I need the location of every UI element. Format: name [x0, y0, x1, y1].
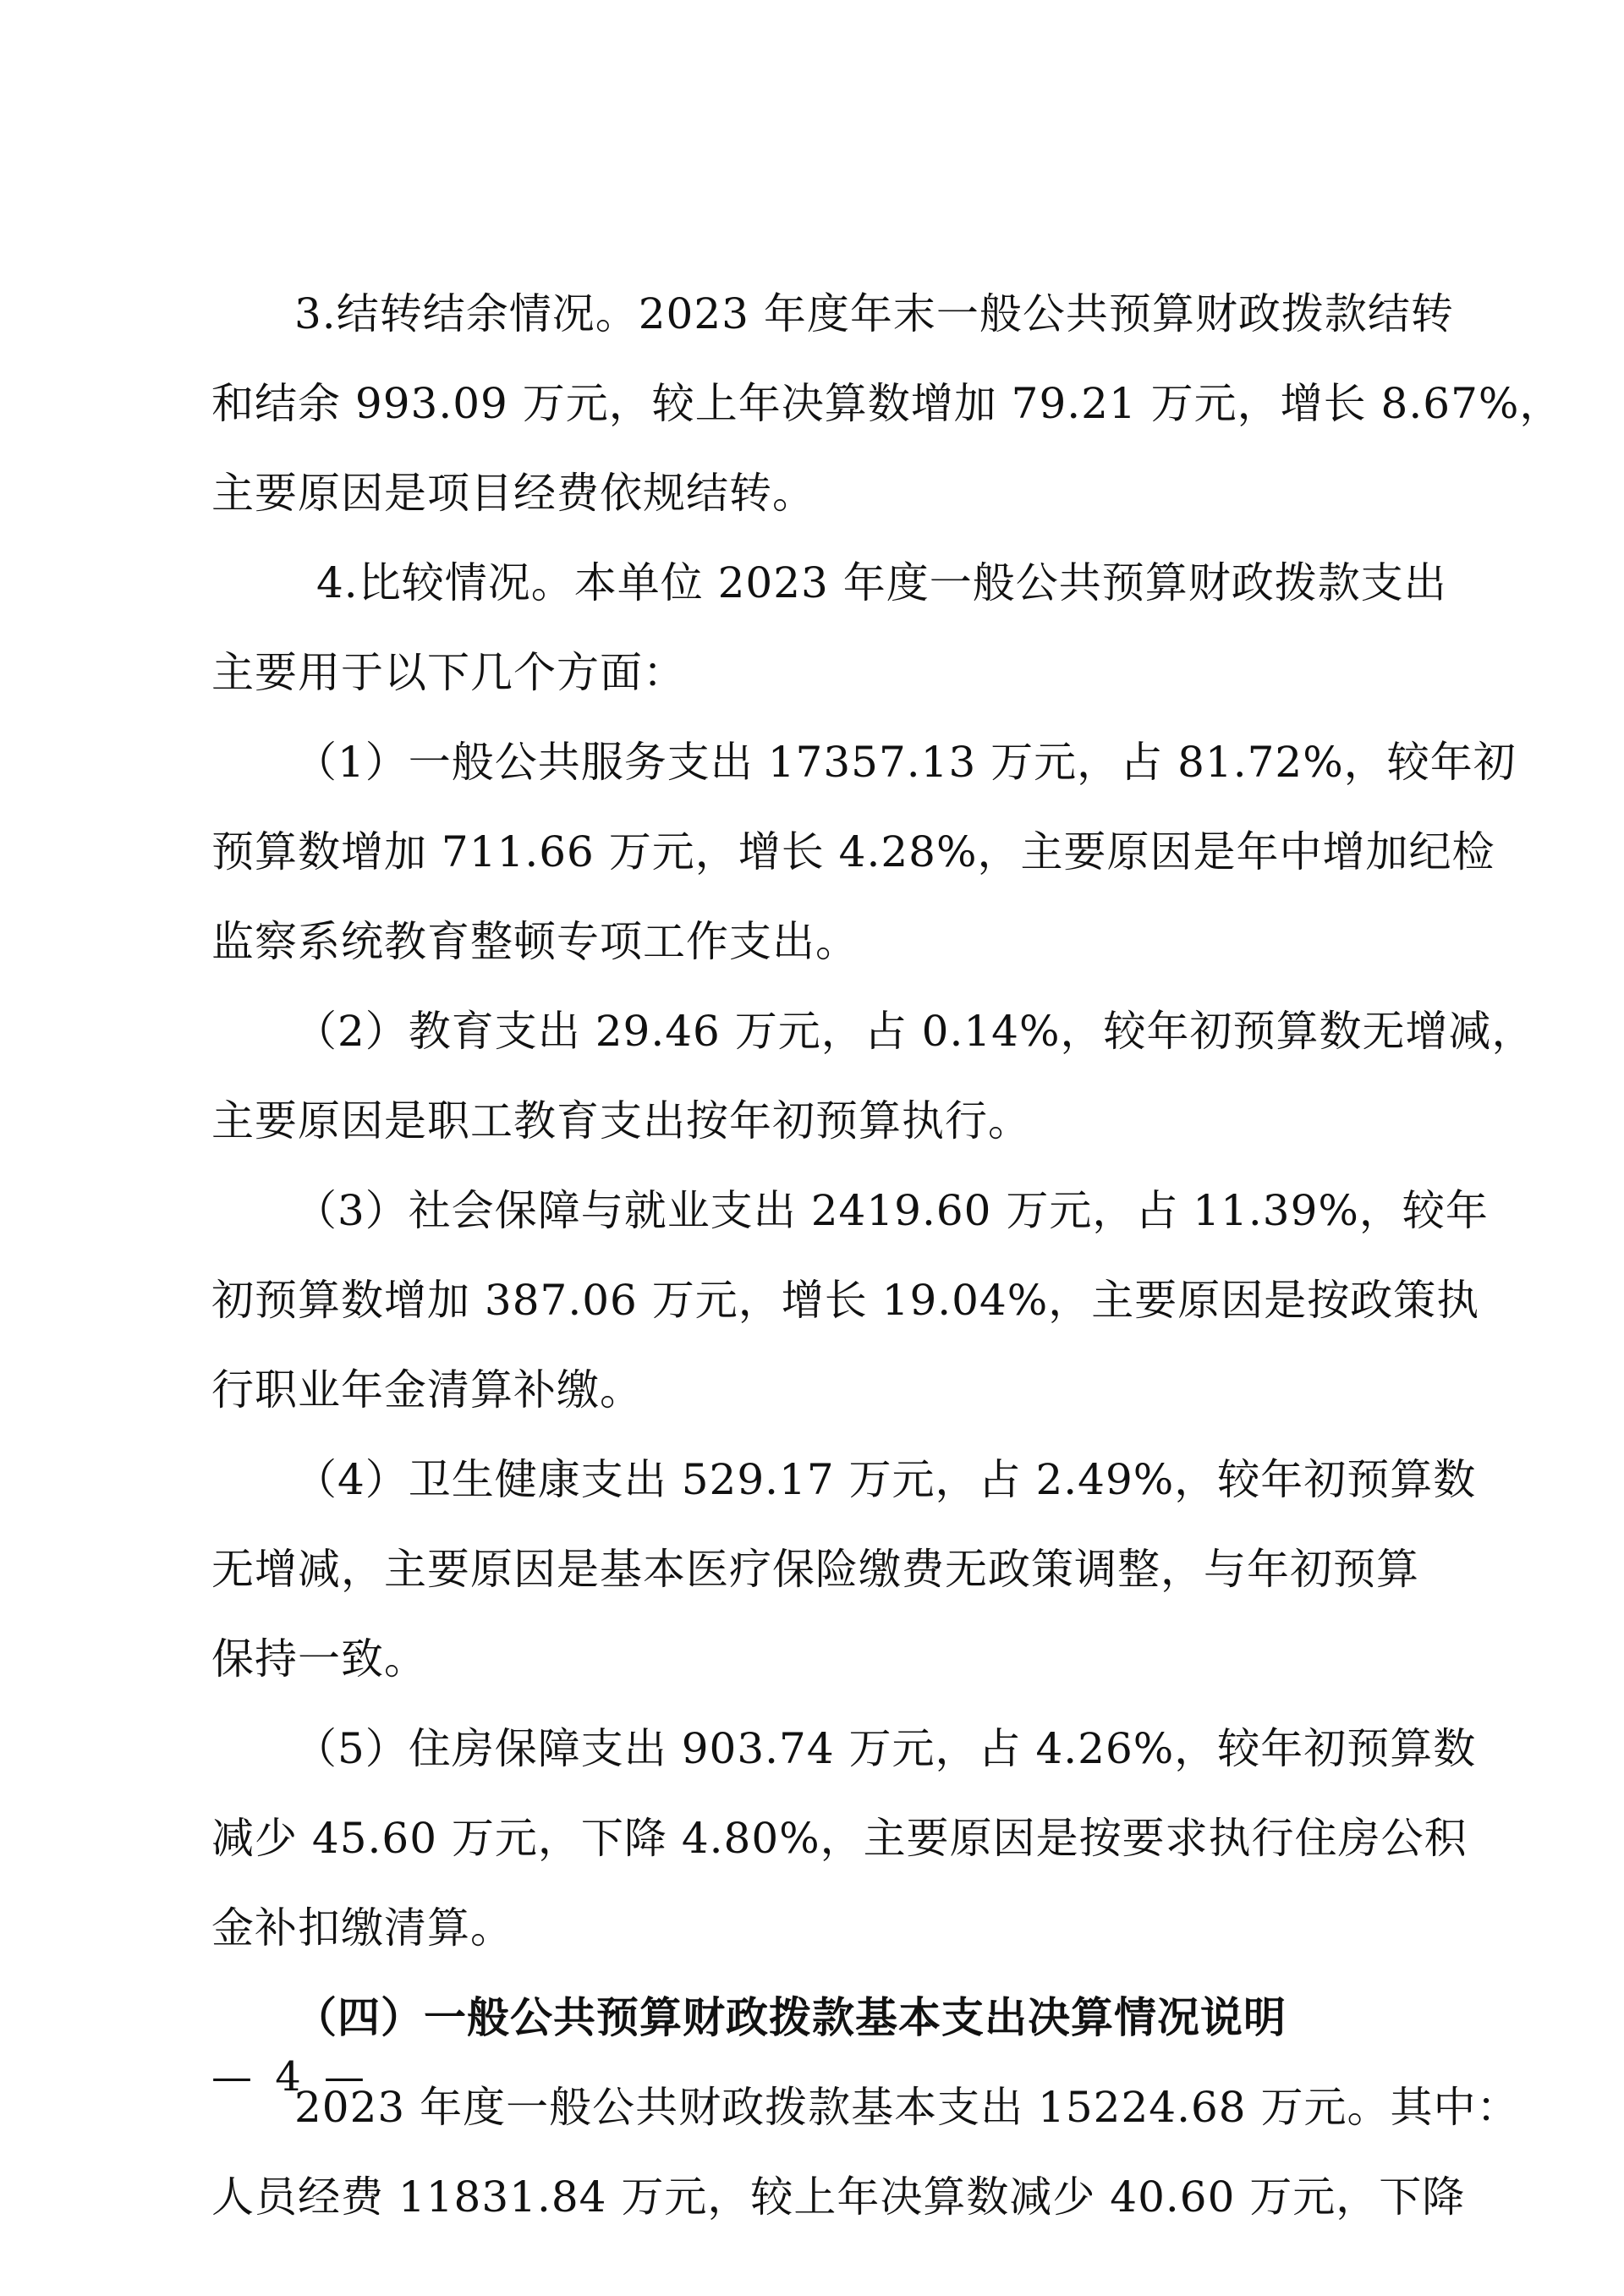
- text-line: 保持一致。: [211, 1634, 427, 1684]
- paragraph-item-1: [211, 717, 1517, 986]
- text-line: 和结余 993.09 万元，较上年决算数增加 79.21 万元，增长 8.67%，: [211, 379, 1563, 428]
- text-line: 金补扣缴清算。: [211, 1903, 513, 1953]
- text-line: 主要原因是职工教育支出按年初预算执行。: [211, 1096, 1031, 1145]
- text-line: 3.结转结余情况。2023 年度年末一般公共预算财政拨款结转: [294, 289, 1454, 338]
- paragraph-comparison: [211, 538, 1447, 717]
- paragraph-item-3: [211, 1166, 1489, 1435]
- text-line: 监察系统教育整顿专项工作支出。: [211, 917, 859, 966]
- text-line: （1）一般公共服务支出 17357.13 万元，占 81.72%，较年初: [294, 738, 1517, 787]
- text-line: 主要用于以下几个方面：: [211, 648, 686, 697]
- paragraph-basic-expenditure: [211, 2063, 1520, 2242]
- paragraph-item-5: [211, 1704, 1477, 1973]
- text-line: （3）社会保障与就业支出 2419.60 万元，占 11.39%，较年: [294, 1186, 1489, 1235]
- text-line: （4）卫生健康支出 529.17 万元，占 2.49%，较年初预算数: [294, 1455, 1477, 1504]
- paragraph-carryover: [211, 269, 1563, 538]
- text-line: （2）教育支出 29.46 万元，占 0.14%，较年初预算数无增减，: [294, 1007, 1535, 1056]
- text-line: 初预算数增加 387.06 万元，增长 19.04%，主要原因是按政策执: [211, 1276, 1480, 1325]
- text-line: 无增减，主要原因是基本医疗保险缴费无政策调整，与年初预算: [211, 1545, 1419, 1594]
- document-body: [211, 269, 1563, 2242]
- text-line: 行职业年金清算补缴。: [211, 1365, 643, 1414]
- section-heading: [211, 1973, 1413, 2063]
- text-line: 4.比较情况。本单位 2023 年度一般公共预算财政拨款支出: [316, 558, 1447, 607]
- text-line: 主要原因是项目经费依规结转。: [211, 469, 815, 518]
- heading-text: （四）一般公共预算财政拨款基本支出决算情况说明: [294, 1993, 1287, 2042]
- text-line: 2023 年度一般公共财政拨款基本支出 15224.68 万元。其中：: [294, 2083, 1520, 2132]
- text-line: 减少 45.60 万元，下降 4.80%，主要原因是按要求执行住房公积: [211, 1814, 1468, 1863]
- paragraph-item-2: [211, 986, 1535, 1166]
- text-line: （5）住房保障支出 903.74 万元，占 4.26%，较年初预算数: [294, 1724, 1477, 1773]
- page-number: — 4 —: [211, 2053, 370, 2101]
- paragraph-item-4: [211, 1435, 1477, 1704]
- text-line: 人员经费 11831.84 万元，较上年决算数减少 40.60 万元，下降: [211, 2172, 1466, 2222]
- text-line: 预算数增加 711.66 万元，增长 4.28%，主要原因是年中增加纪检: [211, 827, 1495, 876]
